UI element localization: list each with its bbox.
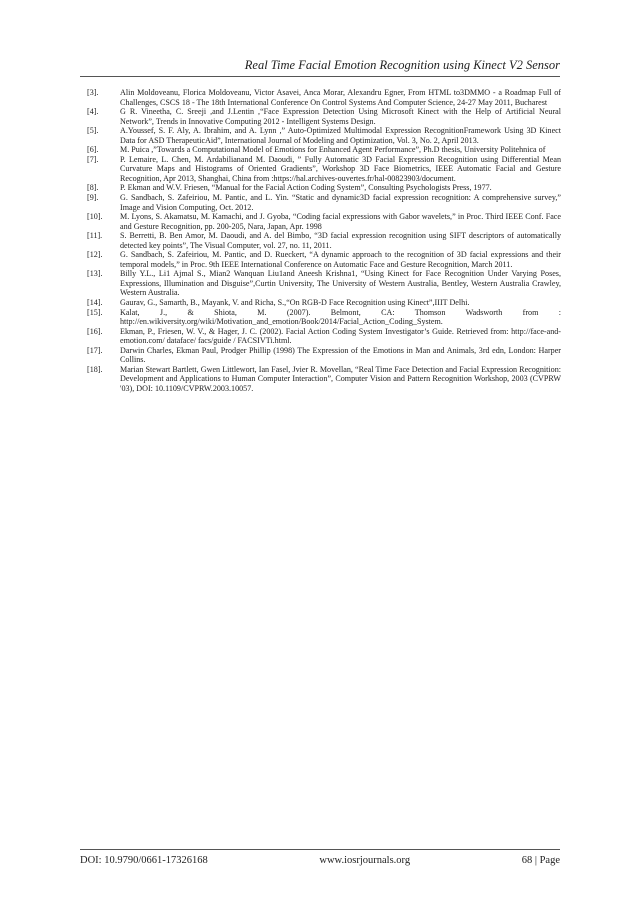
reference-item	[87, 308, 561, 327]
reference-number: [13].	[87, 269, 103, 279]
reference-text: P. Lemaire, L. Chen, M. Ardabilianand M. Daoudi, ” Fully Automatic 3D Facial Expression Recognition using Differential Mean Curvature Maps and Histograms of Oriented Gradients”, Workshop 3D Face Biometrics, IEEE Automatic Facial and Gesture Recognition, Apr 2013, Shanghai, China from :https://hal.archives-ouvertes.fr/hal-00823903/document.	[120, 154, 561, 183]
reference-item	[87, 107, 561, 126]
reference-text: Gaurav, G., Samarth, B., Mayank, V. and Richa, S.,“On RGB-D Face Recognition using Kinect”,IIIT Delhi.	[120, 298, 470, 308]
reference-number: [9].	[87, 193, 99, 203]
reference-item	[87, 346, 561, 365]
reference-number: [8].	[87, 183, 99, 193]
reference-item	[87, 183, 561, 193]
reference-item	[87, 327, 561, 346]
reference-item	[87, 126, 561, 145]
reference-list	[87, 88, 561, 394]
reference-number: [5].	[87, 126, 99, 136]
reference-item	[87, 269, 561, 298]
reference-text: G. Sandbach, S. Zafeiriou, M. Pantic, and L. Yin. “Static and dynamic3D facial expression recognition: A comprehensive survey,” Image and Vision Computing, Oct. 2012.	[120, 193, 561, 212]
reference-item	[87, 231, 561, 250]
reference-text: S. Berretti, B. Ben Amor, M. Daoudi, and A. del Bimbo, “3D facial expression recognition using SIFT descriptors of automatically detected key points”, The Visual Computer, vol. 27, no. 11, 2011.	[120, 231, 561, 250]
reference-text: A.Youssef, S. F. Aly, A. Ibrahim, and A. Lynn ,” Auto-Optimized Multimodal Expression RecognitionFramework Using 3D Kinect Data for ASD TherapeuticAid”, International Journal of Modeling and Optimization, Vol. 3, No. 2, April 2013.	[120, 126, 561, 145]
page-footer	[80, 849, 560, 866]
reference-number: [10].	[87, 212, 103, 222]
reference-item	[87, 155, 561, 184]
reference-text: Billy Y.L., Li1 Ajmal S., Mian2 Wanquan Liu1and Aneesh Krishna1, “Using Kinect for Face Recognition Under Varying Poses, Expressions, Illumination and Disguise”,Curtin University, The University of Western Australia, Bentley, Western Australia Crawley, Western Australia.	[120, 269, 561, 298]
running-header: Real Time Facial Emotion Recognition using Kinect V2 Sensor	[80, 58, 560, 77]
reference-number: [3].	[87, 88, 99, 97]
reference-text: M. Lyons, S. Akamatsu, M. Kamachi, and J. Gyoba, “Coding facial expressions with Gabor wavelets,” in Proc. Third IEEE Conf. Face and Gesture Recognition, pp. 200-205, Nara, Japan, Apr. 1998	[120, 212, 561, 231]
reference-number: [6].	[87, 145, 99, 155]
reference-number: [15].	[87, 307, 103, 317]
reference-item	[87, 145, 561, 155]
reference-item	[87, 250, 561, 269]
reference-item	[87, 193, 561, 212]
reference-text: Darwin Charles, Ekman Paul, Prodger Phillip (1998) The Expression of the Emotions in Man and Animals, 3rd edn, London: Harper Collins.	[120, 345, 561, 365]
reference-text: Marian Stewart Bartlett, Gwen Littlewort, Ian Fasel, Jvier R. Movellan, “Real Time Face Detection and Facial Expression Recognition: Development and Applications to Human Computer Interaction”, Computer Vision and Pattern Recognition Workshop, 2003 (CVPRW '03), DOI: 10.1109/CVPRW.2003.10057.	[120, 364, 561, 393]
footer-doi: DOI: 10.9790/0661-17326168	[80, 855, 208, 866]
reference-number: [17].	[87, 345, 103, 355]
reference-text: Kalat, J., & Shiota, M. (2007). Belmont, CA: Thomson Wadsworth from : http://en.wikiversity.org/wiki/Motivation_and_emotion/Book/2014/Facial_Action_Coding_System.	[120, 307, 561, 327]
reference-text: Ekman, P., Friesen, W. V., & Hager, J. C. (2002). Facial Action Coding System Investigator’s Guide. Retrieved from: http://face-and- emotion.com/ dataface/ facs/guide / FACSIVTi.html.	[120, 326, 561, 346]
reference-text: G. Sandbach, S. Zafeiriou, M. Pantic, and D. Rueckert, “A dynamic approach to the recognition of 3D facial expressions and their temporal models,” in Proc. 9th IEEE International Conference on Automatic Face and Gesture Recognition, March 2011.	[120, 250, 561, 269]
reference-text: Alin Moldoveanu, Florica Moldoveanu, Victor Asavei, Anca Morar, Alexandru Egner, From HTML to3DMMO - a Roadmap Full of Challenges, CSCS 18 - The 18th International Conference On Control Systems And Computer Science, 24-27 May 2011, Bucharest	[120, 88, 561, 107]
reference-number: [11].	[87, 231, 103, 241]
reference-number: [4].	[87, 107, 99, 117]
reference-number: [12].	[87, 250, 103, 260]
reference-text: M. Puica ,”Towards a Computational Model of Emotions for Enhanced Agent Performance”, Ph.D thesis, University Politehnica of	[120, 145, 546, 155]
reference-text: P. Ekman and W.V. Friesen, “Manual for the Facial Action Coding System”, Consulting Psychologists Press, 1977.	[120, 183, 492, 193]
reference-item	[87, 298, 561, 308]
reference-number: [16].	[87, 326, 103, 336]
footer-website: www.iosrjournals.org	[319, 855, 411, 866]
reference-item	[87, 365, 561, 394]
reference-number: [7].	[87, 154, 99, 164]
reference-text: G R. Vineetha, C. Sreeji ,and J.Lentin ,“Face Expression Detection Using Microsoft Kinect with the Help of Artificial Neural Network”, Trends in Innovative Computing 2012 - Intelligent Systems Design.	[120, 107, 561, 126]
reference-item	[87, 88, 561, 107]
reference-item	[87, 212, 561, 231]
reference-number: [14].	[87, 298, 103, 308]
footer-page-number: 68 | Page	[521, 855, 560, 866]
reference-number: [18].	[87, 364, 103, 374]
